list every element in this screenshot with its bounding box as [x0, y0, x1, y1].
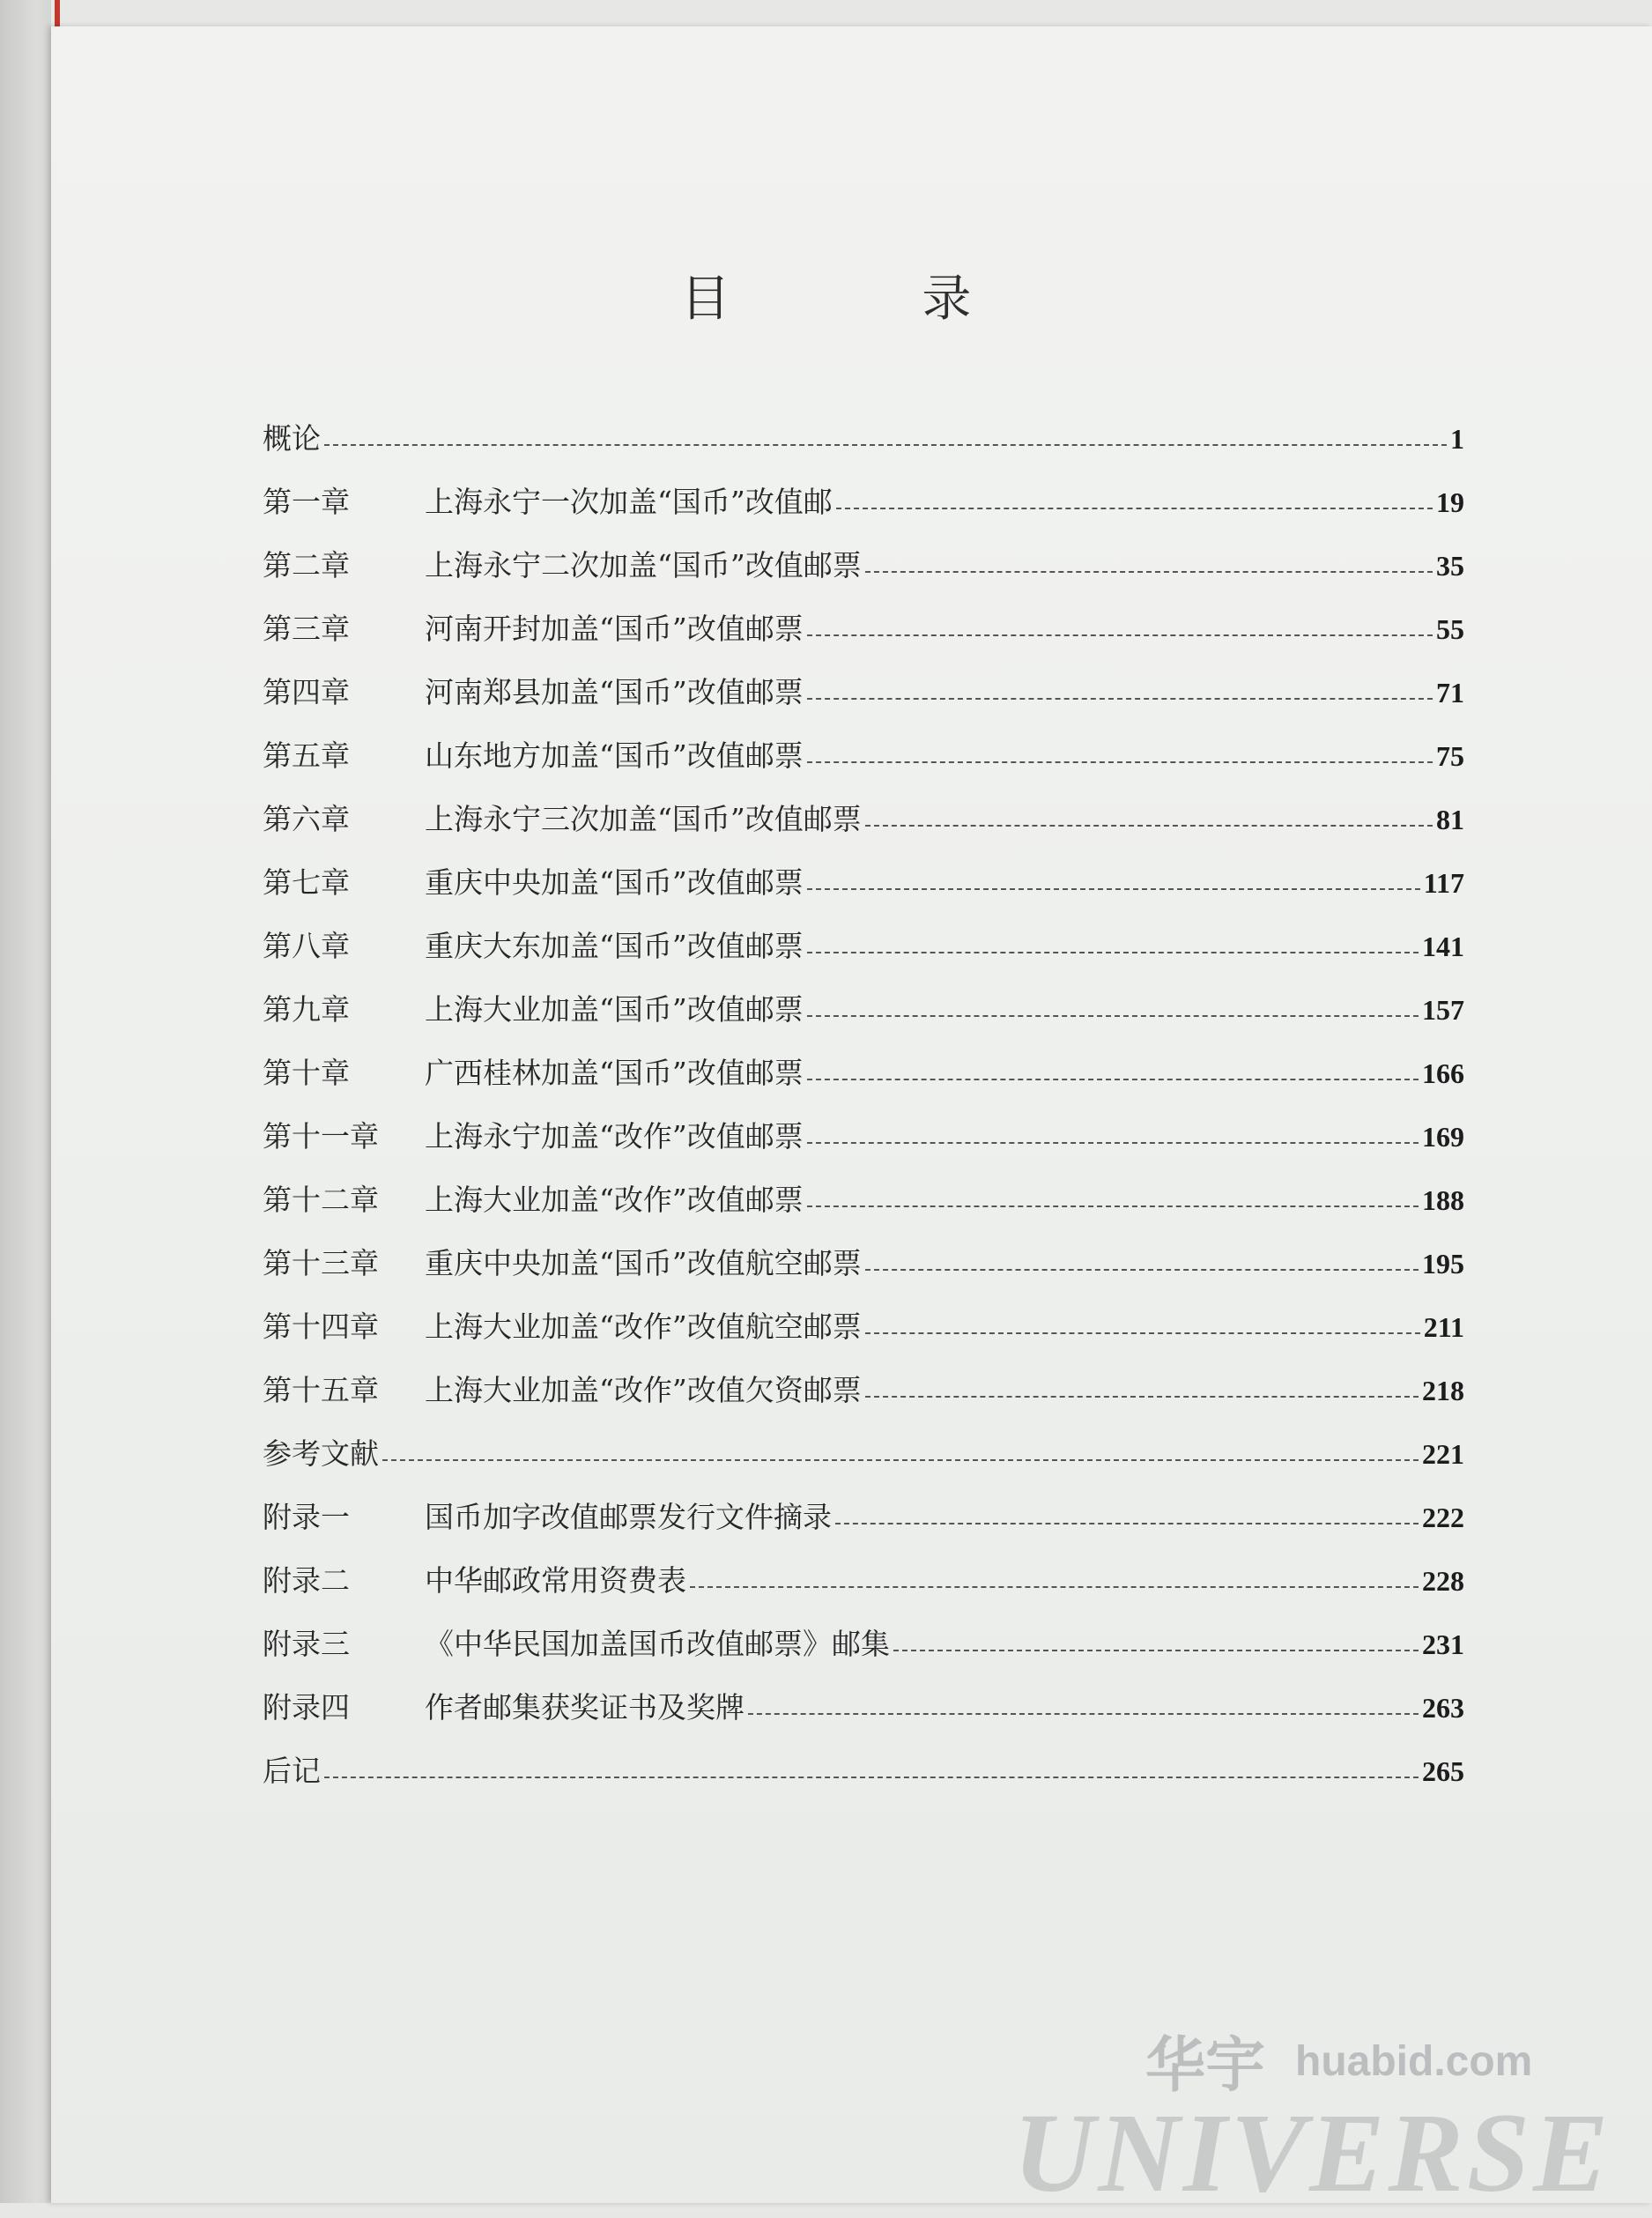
toc-page-number: 231 [1422, 1628, 1464, 1660]
toc-entry-title: 上海永宁一次加盖“国币”改值邮 [425, 485, 833, 519]
toc-page-number: 188 [1422, 1184, 1464, 1216]
toc-entry [263, 1662, 1464, 1725]
toc-entry-label: 第十五章 [263, 1373, 379, 1407]
toc-entry-label: 参考文献 [263, 1436, 379, 1471]
toc-entry-label: 第八章 [263, 929, 350, 963]
toc-entry-label: 第十章 [263, 1056, 350, 1090]
toc-page-number: 222 [1422, 1502, 1464, 1533]
toc-entry-title: 重庆大东加盖“国币”改值邮票 [425, 929, 804, 963]
toc-leader-dots [835, 1523, 1419, 1524]
toc-entry-label: 附录二 [263, 1563, 350, 1598]
watermark-domain: huabid.com [1295, 2038, 1533, 2085]
toc-entry-label: 第二章 [263, 548, 350, 582]
toc-page-number: 169 [1422, 1121, 1464, 1153]
toc-leader-dots [807, 1015, 1419, 1017]
toc-entry-title: 上海大业加盖“改作”改值欠资邮票 [425, 1373, 862, 1407]
toc-leader-dots [865, 1269, 1419, 1271]
toc-entry-label: 第一章 [263, 485, 350, 519]
toc-page-number: 221 [1422, 1438, 1464, 1470]
watermark-cn: 华宇 [1145, 2031, 1266, 2101]
toc-page-number: 265 [1422, 1755, 1464, 1787]
toc-entry [263, 1027, 1464, 1091]
toc-entry [263, 901, 1464, 964]
toc-leader-dots [807, 888, 1420, 890]
watermark [1013, 2018, 1639, 2215]
toc-page-number: 55 [1436, 613, 1464, 645]
toc-entry-label: 第九章 [263, 992, 350, 1027]
toc-entry-title: 上海大业加盖“国币”改值邮票 [425, 992, 804, 1027]
toc-leader-dots [807, 952, 1419, 953]
toc-entry-label: 附录四 [263, 1690, 350, 1725]
toc-page-number: 263 [1422, 1692, 1464, 1724]
toc-leader-dots [836, 508, 1433, 509]
toc-entry-title: 上海永宁加盖“改作”改值邮票 [425, 1119, 804, 1154]
toc-entry-title: 上海大业加盖“改作”改值邮票 [425, 1183, 804, 1217]
toc-entry [263, 1408, 1464, 1472]
toc-entry [263, 710, 1464, 774]
toc-entry-title: 中华邮政常用资费表 [425, 1563, 686, 1598]
toc-leader-dots [893, 1650, 1419, 1651]
toc-entry-label: 第十四章 [263, 1309, 379, 1344]
toc-entry-title: 河南开封加盖“国币”改值邮票 [425, 612, 804, 646]
page-title: 目 录 [680, 271, 1060, 328]
toc-entry [263, 583, 1464, 647]
toc-entry [263, 837, 1464, 901]
toc-entry-label: 概论 [263, 421, 321, 456]
toc-entry [263, 1599, 1464, 1662]
toc-entry-label: 附录三 [263, 1627, 350, 1661]
toc-entry-title: 上海大业加盖“改作”改值航空邮票 [425, 1309, 862, 1344]
toc-entry-title: 上海永宁二次加盖“国币”改值邮票 [425, 548, 862, 582]
toc-entry-title: 山东地方加盖“国币”改值邮票 [425, 738, 804, 773]
toc-page-number: 71 [1436, 677, 1464, 708]
toc-entry-title: 广西桂林加盖“国币”改值邮票 [425, 1056, 804, 1090]
toc-leader-dots [865, 571, 1433, 573]
toc-leader-dots [748, 1713, 1419, 1715]
toc-page-number: 228 [1422, 1565, 1464, 1597]
toc-leader-dots [382, 1459, 1419, 1461]
toc-entry-title: 上海永宁三次加盖“国币”改值邮票 [425, 802, 862, 836]
toc-entry-title: 作者邮集获奖证书及奖牌 [425, 1690, 745, 1725]
toc-entry-label: 第四章 [263, 675, 350, 709]
toc-page-number: 19 [1436, 486, 1464, 518]
toc-page-number: 166 [1422, 1057, 1464, 1089]
toc-entry [263, 774, 1464, 837]
toc-entry [263, 1218, 1464, 1281]
toc-entry [263, 964, 1464, 1027]
toc-entry-label: 后记 [263, 1754, 321, 1788]
toc-page-number: 195 [1422, 1248, 1464, 1280]
toc-entry [263, 1154, 1464, 1218]
toc-entry-title: 国币加字改值邮票发行文件摘录 [425, 1500, 832, 1534]
table-of-contents [263, 393, 1464, 1789]
toc-entry [263, 1535, 1464, 1599]
toc-entry-title: 重庆中央加盖“国币”改值航空邮票 [425, 1246, 862, 1280]
toc-entry-label: 第五章 [263, 738, 350, 773]
toc-leader-dots [690, 1586, 1419, 1588]
toc-leader-dots [324, 444, 1447, 446]
toc-leader-dots [807, 1205, 1419, 1207]
toc-entry-label: 第七章 [263, 865, 350, 900]
toc-entry-label: 第三章 [263, 612, 350, 646]
toc-entry [263, 1472, 1464, 1535]
toc-entry [263, 1345, 1464, 1408]
toc-page-number: 117 [1423, 867, 1464, 899]
toc-entry [263, 520, 1464, 583]
toc-entry [263, 1091, 1464, 1154]
toc-page-number: 218 [1422, 1375, 1464, 1406]
toc-leader-dots [324, 1777, 1419, 1778]
toc-page-number: 81 [1436, 804, 1464, 835]
toc-leader-dots [807, 698, 1433, 700]
toc-leader-dots [807, 634, 1433, 636]
toc-entry [263, 647, 1464, 710]
toc-page-number: 35 [1436, 550, 1464, 582]
toc-page-number: 75 [1436, 740, 1464, 772]
toc-entry-title: 河南郑县加盖“国币”改值邮票 [425, 675, 804, 709]
toc-leader-dots [807, 761, 1433, 763]
toc-page-number: 211 [1423, 1311, 1464, 1343]
toc-entry-label: 第十二章 [263, 1183, 379, 1217]
toc-page-number: 141 [1422, 931, 1464, 962]
toc-entry [263, 456, 1464, 520]
toc-leader-dots [807, 1142, 1419, 1144]
toc-page-number: 157 [1422, 994, 1464, 1026]
toc-entry-label: 第六章 [263, 802, 350, 836]
toc-page-number: 1 [1450, 423, 1464, 455]
toc-entry [263, 393, 1464, 456]
toc-entry [263, 1281, 1464, 1345]
toc-leader-dots [865, 1332, 1420, 1334]
toc-leader-dots [865, 825, 1433, 827]
toc-entry-label: 第十三章 [263, 1246, 379, 1280]
toc-leader-dots [807, 1079, 1419, 1080]
toc-entry [263, 1725, 1464, 1789]
toc-entry-title: 《中华民国加盖国币改值邮票》邮集 [425, 1627, 890, 1661]
toc-leader-dots [865, 1396, 1419, 1398]
toc-entry-title: 重庆中央加盖“国币”改值邮票 [425, 865, 804, 900]
toc-entry-label: 附录一 [263, 1500, 350, 1534]
toc-entry-label: 第十一章 [263, 1119, 379, 1154]
watermark-logo: UNIVERSE [1013, 2090, 1612, 2215]
